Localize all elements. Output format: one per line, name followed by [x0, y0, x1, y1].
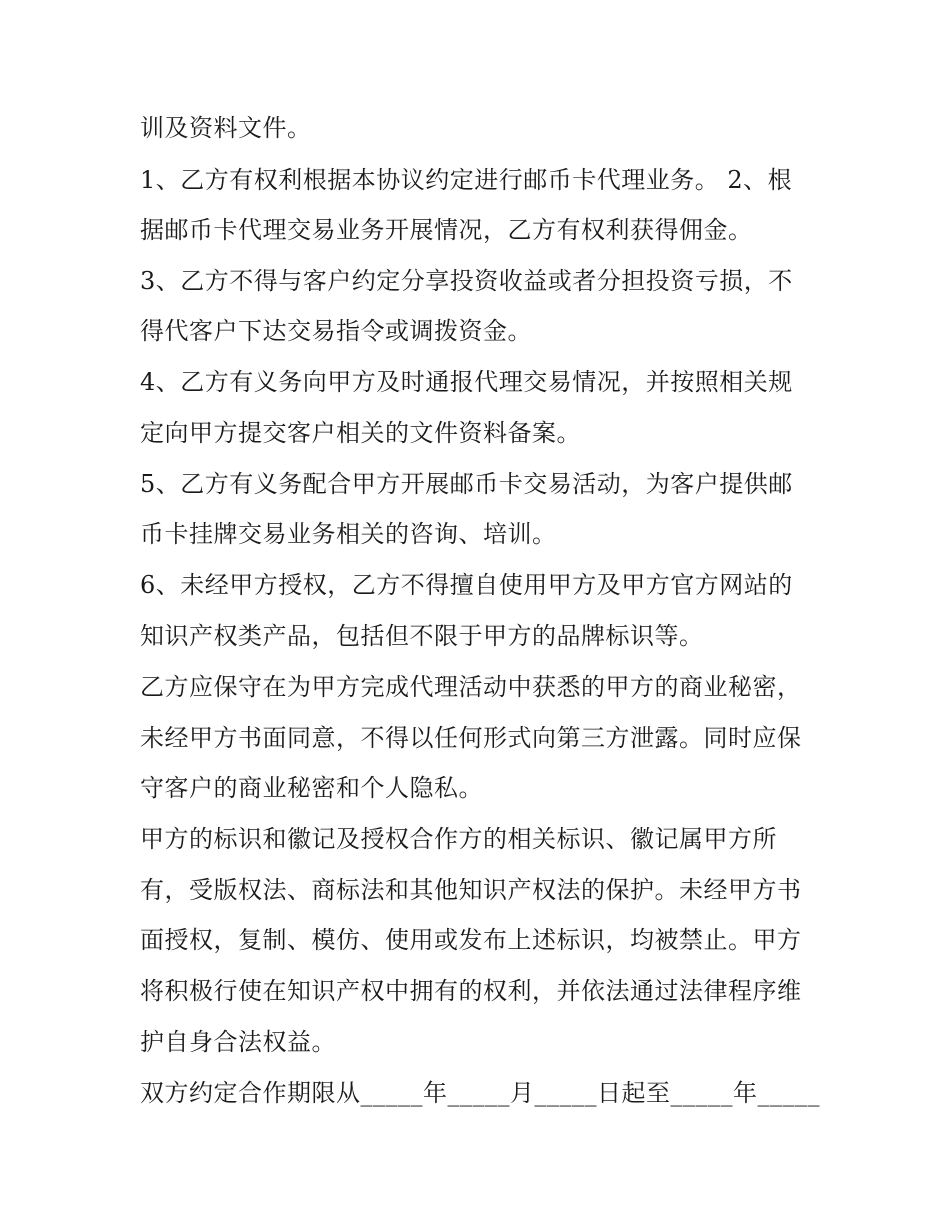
text-line: 4、乙方有义务向甲方及时通报代理交易情况，并按照相关规 — [140, 368, 793, 396]
text-line: 得代客户下达交易指令或调拨资金。 — [140, 317, 532, 345]
text-line: 甲方的标识和徽记及授权合作方的相关标识、徽记属甲方所 — [140, 825, 777, 853]
text-line: 双方约定合作期限从_____年_____月_____日起至_____年_____ — [140, 1079, 820, 1107]
text-line: 乙方应保守在为甲方完成代理活动中获悉的甲方的商业秘密， — [140, 673, 802, 701]
text-line: 6、未经甲方授权，乙方不得擅自使用甲方及甲方官方网站的 — [140, 571, 793, 599]
text-line: 有，受版权法、商标法和其他知识产权法的保护。未经甲方书 — [140, 876, 802, 904]
text-line: 未经甲方书面同意，不得以任何形式向第三方泄露。同时应保 — [140, 724, 802, 752]
text-line: 3、乙方不得与客户约定分享投资收益或者分担投资亏损，不 — [140, 267, 793, 295]
text-line: 护自身合法权益。 — [140, 1028, 336, 1056]
text-line: 守客户的商业秘密和个人隐私。 — [140, 774, 483, 802]
text-line: 知识产权类产品，包括但不限于甲方的品牌标识等。 — [140, 622, 704, 650]
text-line: 据邮币卡代理交易业务开展情况，乙方有权利获得佣金。 — [140, 216, 753, 244]
text-line: 1、乙方有权利根据本协议约定进行邮币卡代理业务。 2、根 — [140, 166, 793, 194]
text-line: 面授权，复制、模仿、使用或发布上述标识，均被禁止。甲方 — [140, 926, 802, 954]
text-line: 定向甲方提交客户相关的文件资料备案。 — [140, 419, 581, 447]
text-line: 训及资料文件。 — [140, 114, 312, 142]
text-line: 将积极行使在知识产权中拥有的权利，并依法通过法律程序维 — [140, 977, 802, 1005]
text-line: 币卡挂牌交易业务相关的咨询、培训。 — [140, 520, 557, 548]
text-line: 5、乙方有义务配合甲方开展邮币卡交易活动，为客户提供邮 — [140, 470, 793, 498]
